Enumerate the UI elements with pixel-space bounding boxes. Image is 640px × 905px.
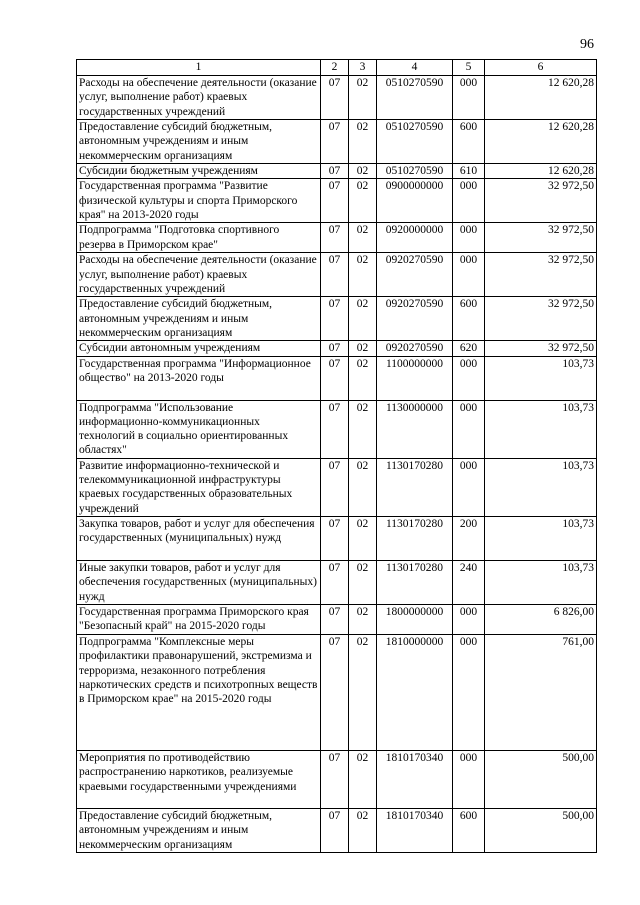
row-expense-type-cell: 000 xyxy=(453,604,485,634)
row-section-cell: 07 xyxy=(321,516,349,560)
row-subsection-cell: 02 xyxy=(349,297,377,341)
row-section-cell: 07 xyxy=(321,341,349,356)
table-row xyxy=(77,253,597,297)
row-section-cell: 07 xyxy=(321,179,349,223)
row-expense-type-cell: 000 xyxy=(453,356,485,400)
row-name-cell: Субсидии бюджетным учреждениям xyxy=(77,164,321,179)
row-target-code-cell: 1800000000 xyxy=(377,604,453,634)
budget-table xyxy=(76,59,597,853)
table-body xyxy=(77,76,597,853)
row-subsection-cell: 02 xyxy=(349,179,377,223)
row-section-cell: 07 xyxy=(321,297,349,341)
row-target-code-cell: 1100000000 xyxy=(377,356,453,400)
row-subsection-cell: 02 xyxy=(349,356,377,400)
row-amount-cell: 32 972,50 xyxy=(485,297,597,341)
row-target-code-cell: 1810170340 xyxy=(377,808,453,852)
table-row xyxy=(77,516,597,560)
column-header-2: 2 xyxy=(321,60,349,76)
row-name-cell: Закупка товаров, работ и услуг для обеспечения государственных (муниципальных) нужд xyxy=(77,516,321,560)
row-name-cell: Подпрограмма "Использование информационно-коммуникационных технологий в социально ориентированных областях" xyxy=(77,400,321,458)
row-target-code-cell: 0920270590 xyxy=(377,297,453,341)
table-row xyxy=(77,808,597,852)
row-name-cell: Иные закупки товаров, работ и услуг для обеспечения государственных (муниципальных) нужд xyxy=(77,560,321,604)
table-row xyxy=(77,120,597,164)
row-target-code-cell: 0510270590 xyxy=(377,76,453,120)
row-target-code-cell: 1130170280 xyxy=(377,458,453,516)
table-row xyxy=(77,297,597,341)
row-subsection-cell: 02 xyxy=(349,560,377,604)
row-expense-type-cell: 000 xyxy=(453,223,485,253)
row-expense-type-cell: 600 xyxy=(453,297,485,341)
row-target-code-cell: 0920000000 xyxy=(377,223,453,253)
row-section-cell: 07 xyxy=(321,400,349,458)
table-row xyxy=(77,634,597,750)
column-header-1: 1 xyxy=(77,60,321,76)
row-section-cell: 07 xyxy=(321,750,349,808)
row-subsection-cell: 02 xyxy=(349,604,377,634)
row-section-cell: 07 xyxy=(321,76,349,120)
table-row xyxy=(77,179,597,223)
row-target-code-cell: 1130000000 xyxy=(377,400,453,458)
row-target-code-cell: 0510270590 xyxy=(377,164,453,179)
table-row xyxy=(77,400,597,458)
table-row xyxy=(77,356,597,400)
table-row xyxy=(77,223,597,253)
row-section-cell: 07 xyxy=(321,604,349,634)
row-subsection-cell: 02 xyxy=(349,400,377,458)
row-subsection-cell: 02 xyxy=(349,516,377,560)
row-target-code-cell: 0510270590 xyxy=(377,120,453,164)
row-name-cell: Государственная программа "Информационное общество" на 2013-2020 годы xyxy=(77,356,321,400)
row-section-cell: 07 xyxy=(321,808,349,852)
table-row xyxy=(77,458,597,516)
row-name-cell: Развитие информационно-технической и телекоммуникационной инфраструктуры краевых государственных образовательных учреждений xyxy=(77,458,321,516)
row-expense-type-cell: 000 xyxy=(453,179,485,223)
row-target-code-cell: 1130170280 xyxy=(377,560,453,604)
row-expense-type-cell: 000 xyxy=(453,634,485,750)
row-subsection-cell: 02 xyxy=(349,341,377,356)
row-subsection-cell: 02 xyxy=(349,458,377,516)
row-section-cell: 07 xyxy=(321,634,349,750)
table-header xyxy=(77,60,597,76)
header-row xyxy=(77,60,597,76)
row-target-code-cell: 1810000000 xyxy=(377,634,453,750)
row-name-cell: Государственная программа Приморского края "Безопасный край" на 2015-2020 годы xyxy=(77,604,321,634)
row-amount-cell: 761,00 xyxy=(485,634,597,750)
row-amount-cell: 32 972,50 xyxy=(485,223,597,253)
row-name-cell: Расходы на обеспечение деятельности (оказание услуг, выполнение работ) краевых государственных учреждений xyxy=(77,76,321,120)
row-expense-type-cell: 000 xyxy=(453,400,485,458)
row-subsection-cell: 02 xyxy=(349,634,377,750)
row-target-code-cell: 1810170340 xyxy=(377,750,453,808)
row-target-code-cell: 1130170280 xyxy=(377,516,453,560)
table-row xyxy=(77,341,597,356)
row-name-cell: Расходы на обеспечение деятельности (оказание услуг, выполнение работ) краевых государственных учреждений xyxy=(77,253,321,297)
row-amount-cell: 103,73 xyxy=(485,400,597,458)
row-name-cell: Предоставление субсидий бюджетным, автономным учреждениям и иным некоммерческим организациям xyxy=(77,120,321,164)
row-section-cell: 07 xyxy=(321,560,349,604)
table-row xyxy=(77,604,597,634)
table-row xyxy=(77,560,597,604)
page-number: 96 xyxy=(580,37,594,52)
row-section-cell: 07 xyxy=(321,253,349,297)
row-amount-cell: 103,73 xyxy=(485,560,597,604)
column-header-3: 3 xyxy=(349,60,377,76)
row-expense-type-cell: 620 xyxy=(453,341,485,356)
row-amount-cell: 103,73 xyxy=(485,458,597,516)
row-amount-cell: 103,73 xyxy=(485,356,597,400)
row-amount-cell: 6 826,00 xyxy=(485,604,597,634)
row-section-cell: 07 xyxy=(321,164,349,179)
row-amount-cell: 32 972,50 xyxy=(485,179,597,223)
row-name-cell: Субсидии автономным учреждениям xyxy=(77,341,321,356)
row-subsection-cell: 02 xyxy=(349,253,377,297)
row-target-code-cell: 0900000000 xyxy=(377,179,453,223)
row-expense-type-cell: 000 xyxy=(453,750,485,808)
row-section-cell: 07 xyxy=(321,458,349,516)
row-amount-cell: 12 620,28 xyxy=(485,76,597,120)
row-subsection-cell: 02 xyxy=(349,120,377,164)
column-header-4: 4 xyxy=(377,60,453,76)
row-expense-type-cell: 600 xyxy=(453,120,485,164)
row-amount-cell: 500,00 xyxy=(485,808,597,852)
row-expense-type-cell: 600 xyxy=(453,808,485,852)
row-amount-cell: 32 972,50 xyxy=(485,253,597,297)
row-section-cell: 07 xyxy=(321,356,349,400)
row-name-cell: Подпрограмма "Комплексные меры профилактики правонарушений, экстремизма и терроризма, незаконного потребления наркотических средств и психотропных веществ в Приморском крае" на 2015-2020 годы xyxy=(77,634,321,750)
row-section-cell: 07 xyxy=(321,223,349,253)
row-expense-type-cell: 610 xyxy=(453,164,485,179)
row-name-cell: Предоставление субсидий бюджетным, автономным учреждениям и иным некоммерческим организациям xyxy=(77,297,321,341)
row-expense-type-cell: 240 xyxy=(453,560,485,604)
row-expense-type-cell: 200 xyxy=(453,516,485,560)
column-header-6: 6 xyxy=(485,60,597,76)
row-section-cell: 07 xyxy=(321,120,349,164)
row-name-cell: Подпрограмма "Подготовка спортивного резерва в Приморском крае" xyxy=(77,223,321,253)
table-row xyxy=(77,164,597,179)
row-name-cell: Предоставление субсидий бюджетным, автономным учреждениям и иным некоммерческим организациям xyxy=(77,808,321,852)
table-row xyxy=(77,750,597,808)
row-amount-cell: 12 620,28 xyxy=(485,120,597,164)
row-expense-type-cell: 000 xyxy=(453,76,485,120)
row-name-cell: Государственная программа "Развитие физической культуры и спорта Приморского края" на 2013-2020 годы xyxy=(77,179,321,223)
row-target-code-cell: 0920270590 xyxy=(377,253,453,297)
row-name-cell: Мероприятия по противодействию распространению наркотиков, реализуемые краевыми государственными учреждениями xyxy=(77,750,321,808)
row-subsection-cell: 02 xyxy=(349,750,377,808)
row-target-code-cell: 0920270590 xyxy=(377,341,453,356)
row-subsection-cell: 02 xyxy=(349,76,377,120)
row-expense-type-cell: 000 xyxy=(453,458,485,516)
row-amount-cell: 32 972,50 xyxy=(485,341,597,356)
row-subsection-cell: 02 xyxy=(349,164,377,179)
row-subsection-cell: 02 xyxy=(349,808,377,852)
table-row xyxy=(77,76,597,120)
row-amount-cell: 103,73 xyxy=(485,516,597,560)
row-amount-cell: 12 620,28 xyxy=(485,164,597,179)
row-subsection-cell: 02 xyxy=(349,223,377,253)
column-header-5: 5 xyxy=(453,60,485,76)
row-expense-type-cell: 000 xyxy=(453,253,485,297)
row-amount-cell: 500,00 xyxy=(485,750,597,808)
